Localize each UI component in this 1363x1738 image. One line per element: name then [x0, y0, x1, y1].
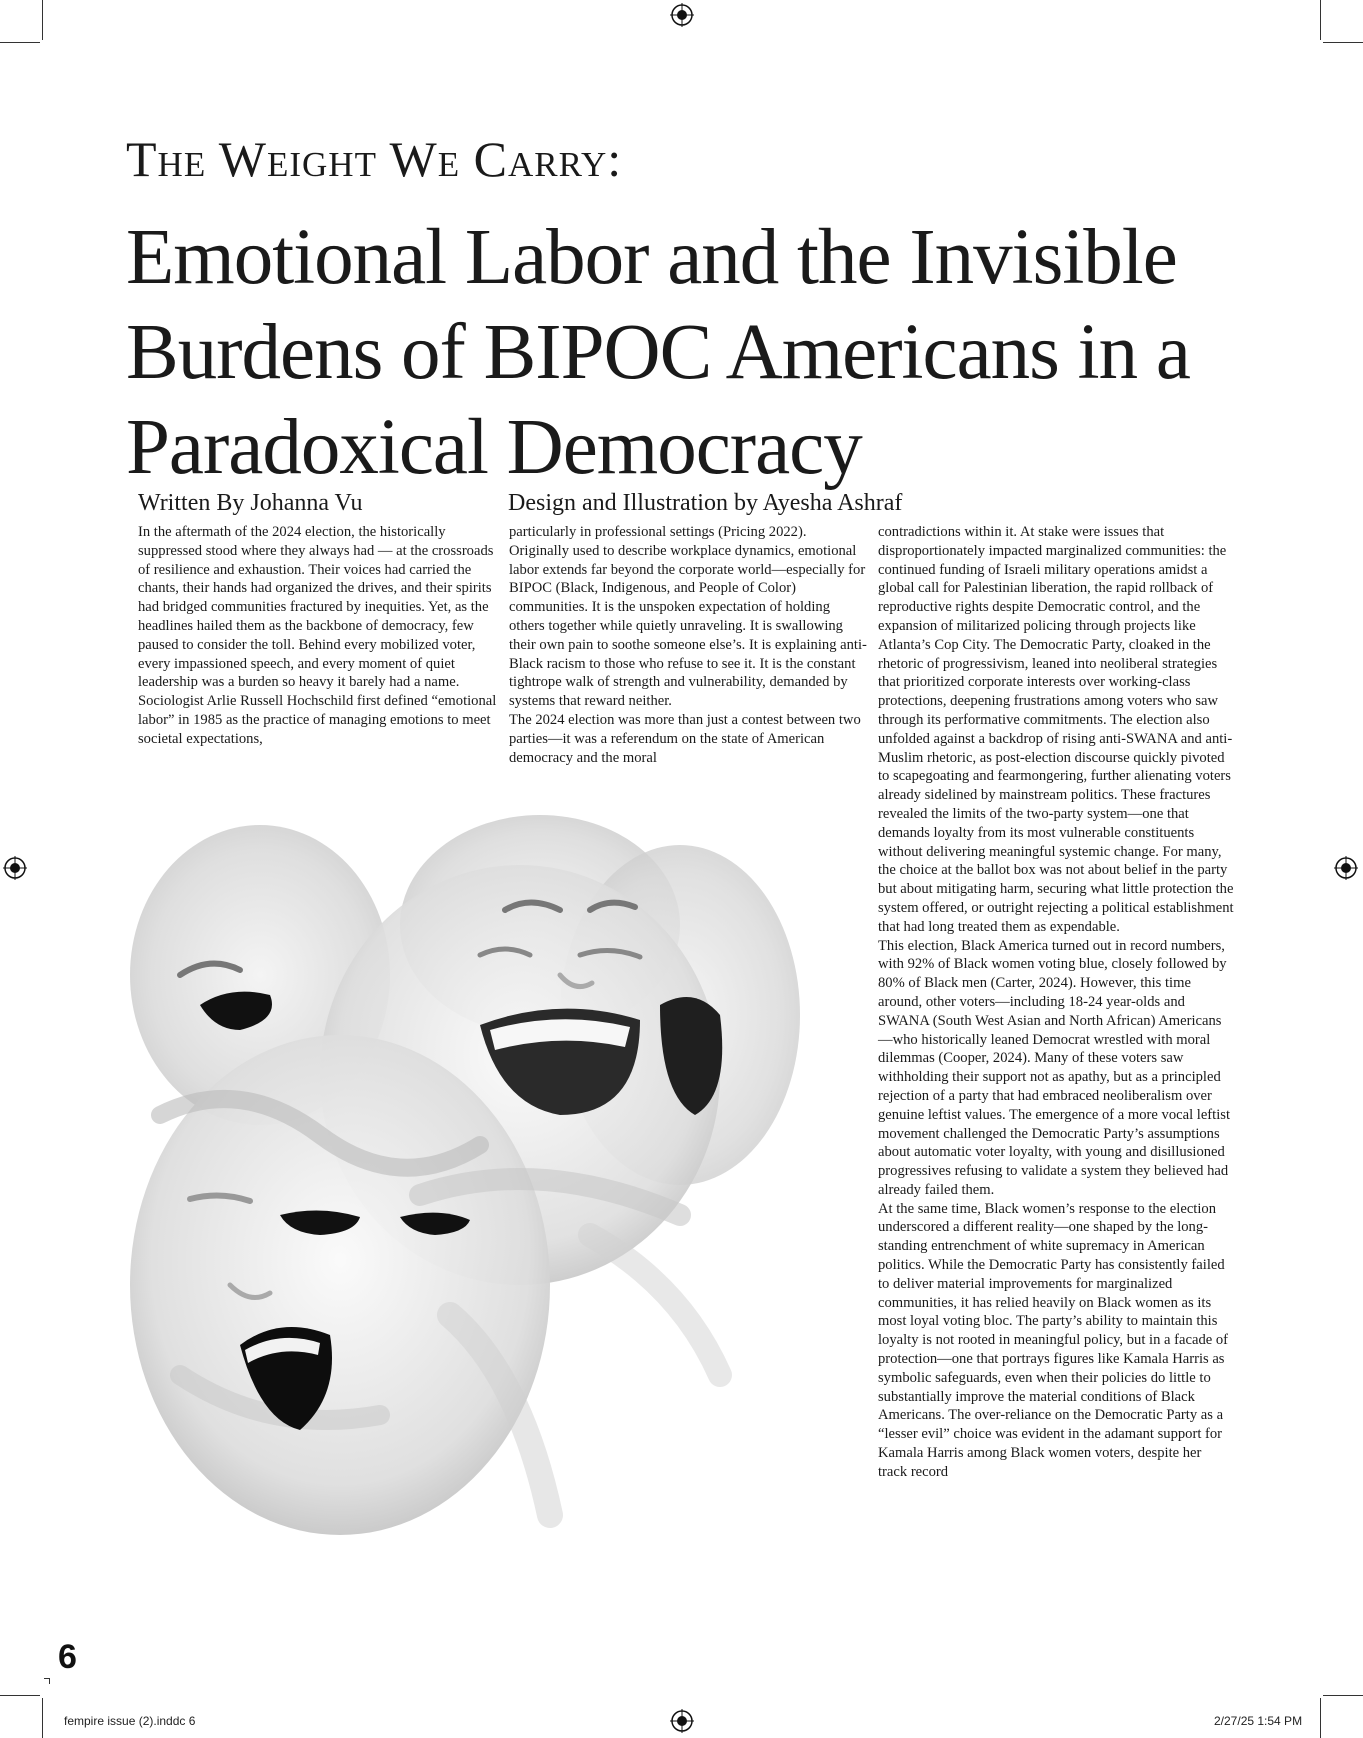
- body-paragraph: In the aftermath of the 2024 election, the historically suppressed stood where they always had — at the crossroads of resilience and exhaustion. Their voices had carried the chants, their hands had organized the drives, and their spirits had bridged communities fractured by inequities. Yet, as the headlines hailed them as the backbone of democracy, few paused to consider the toll. Behind every mobilized voter, every impassioned speech, and every moment of quiet leadership was a burden so heavy it barely had a name.: [138, 524, 494, 691]
- page-number: 6: [58, 1638, 77, 1676]
- article-headline: Emotional Labor and the Invisible Burdens of BIPOC Americans in a Paradoxical Democracy: [126, 214, 1190, 491]
- byline-design: Design and Illustration by Ayesha Ashraf: [508, 490, 903, 516]
- byline-author: Written By Johanna Vu: [138, 490, 363, 516]
- crop-mark: [1323, 1695, 1363, 1696]
- article-column-3: [878, 523, 1234, 1482]
- crop-mark: [42, 1698, 43, 1738]
- crop-mark: [0, 42, 40, 43]
- body-paragraph: Sociologist Arlie Russell Hochschild first defined “emotional labor” in 1985 as the practice of managing emotions to meet societal expectations,: [138, 693, 497, 747]
- registration-mark-icon: [670, 1709, 694, 1733]
- laughing-faces-illustration: [120, 815, 880, 1585]
- registration-mark-icon: [670, 3, 694, 27]
- crop-mark: [1320, 1698, 1321, 1738]
- crop-mark: [49, 1678, 50, 1684]
- body-paragraph: The 2024 election was more than just a contest between two parties—it was a referendum on the state of American democracy and the moral: [509, 711, 861, 766]
- crop-mark: [1323, 42, 1363, 43]
- slug-filename: fempire issue (2).inddc 6: [64, 1714, 196, 1728]
- body-paragraph: This election, Black America turned out in record numbers, with 92% of Black women voting blue, closely followed by 80% of Black men (Carter, 2024). However, this time around, other voters—including 18-24 year-olds and SWANA (South West Asian and North African) Americans—who historically leaned Democrat wrestled with moral dilemmas (Cooper, 2024). Many of these voters saw withholding their support not as apathy, but as a principled rejection of a party that had embraced neoliberalism over genuine leftist values. The emergence of a more vocal leftist movement challenged the Democratic Party’s assumptions about automatic voter loyalty, with young and disillusioned progressives refusing to validate a system they believed had already failed them.: [878, 937, 1231, 1198]
- body-paragraph: particularly in professional settings (Pricing 2022). Originally used to describe workplace dynamics, emotional labor extends far beyond the corporate world—especially for BIPOC (Black, Indigenous, and People of Color) communities. It is the unspoken expectation of holding others together while quietly unraveling. It is swallowing their own pain to soothe someone else’s. It is explaining anti-Black racism to those who refuse to see it. It is the constant tightrope walk of strength and vulnerability, demanded by systems that reward neither.: [509, 524, 867, 710]
- body-paragraph: contradictions within it. At stake were issues that disproportionately impacted marginalized communities: the continued funding of Israeli military operations amidst a global call for Palestinian liberation, the rapid rollback of reproductive rights despite Democratic control, and the expansion of militarized policing through projects like Atlanta’s Cop City. The Democratic Party, cloaked in the rhetoric of progressivism, leaned into neoliberal strategies that prioritized corporate interests over working-class protections, deepening frustrations among voters who saw through its performative commitments. The election also unfolded against a backdrop of rising anti-SWANA and anti-Muslim rhetoric, as post-election discourse quickly pivoted to scapegoating and fearmongering, further alienating voters already sidelined by mainstream politics. These fractures revealed the limits of the two-party system—one that demands loyalty from its most vulnerable constituents without delivering meaningful systemic change. For many, the choice at the ballot box was not about belief in the party but about mitigating harm, securing what little protection the system offered, or outright rejecting a political establishment that had long treated them as expendable.: [878, 524, 1234, 935]
- crop-mark: [0, 1695, 40, 1696]
- body-paragraph: At the same time, Black women’s response to the election underscored a different reality—one shaped by the long-standing entrenchment of white supremacy in American politics. While the Democratic Party has consistently failed to deliver material improvements for marginalized communities, it has relied heavily on Black women as its most loyal voting bloc. The party’s ability to maintain this loyalty is not rooted in meaningful policy, but in a facade of protection—one that portrays figures like Kamala Harris as symbolic safeguards, even when their policies do little to substantially improve the material conditions of Black Americans. The over-reliance on the Democratic Party as a “lesser evil” choice was evident in the adamant support for Kamala Harris among Black women voters, despite her track record: [878, 1200, 1229, 1480]
- registration-mark-icon: [1334, 856, 1358, 880]
- article-column-2: [509, 523, 869, 767]
- article-column-1: [138, 523, 498, 749]
- registration-mark-icon: [3, 856, 27, 880]
- crop-mark: [42, 0, 43, 40]
- slug-datetime: 2/27/25 1:54 PM: [1214, 1714, 1303, 1728]
- crop-mark: [1320, 0, 1321, 40]
- article-kicker: The Weight We Carry:: [126, 131, 623, 187]
